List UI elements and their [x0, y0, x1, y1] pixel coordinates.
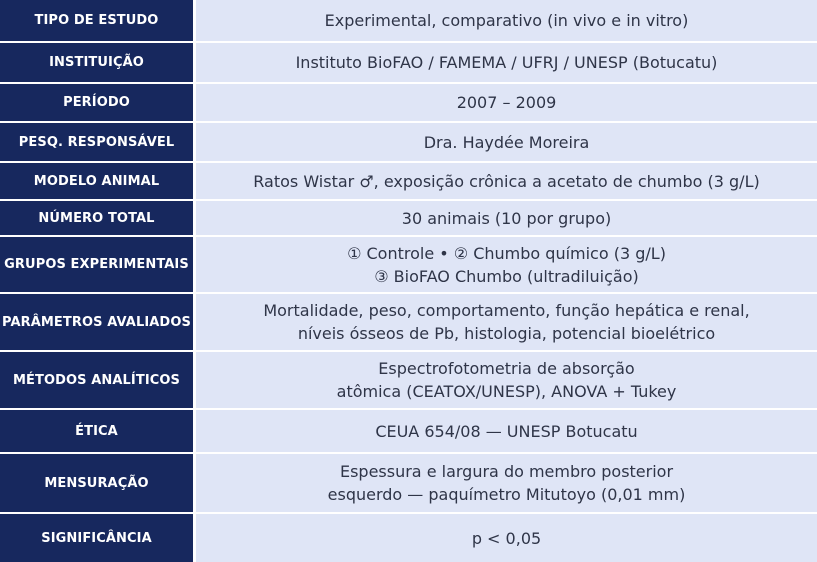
row-value — [196, 514, 817, 562]
row-value — [196, 84, 817, 121]
row-value — [196, 294, 817, 350]
row-value — [196, 163, 817, 199]
value-line: Dra. Haydée Moreira — [423, 132, 590, 152]
value-line: Instituto BioFAO / FAMEMA / UFRJ / UNESP (Botucatu) — [295, 53, 718, 72]
value-line: níveis ósseos de Pb, histologia, potencial bioelétrico — [297, 324, 716, 343]
value-line: esquerdo — paquímetro Mitutoyo (0,01 mm) — [327, 485, 686, 504]
row-label: NÚMERO TOTAL — [0, 201, 193, 235]
value-line: Experimental, comparativo (in vivo e in vitro) — [324, 11, 689, 30]
value-line: CEUA 654/08 — UNESP Botucatu — [375, 421, 638, 441]
row-label: MÉTODOS ANALÍTICOS — [0, 352, 193, 408]
row-label: MENSURAÇÃO — [0, 454, 193, 512]
row-label: INSTITUIÇÃO — [0, 43, 193, 82]
row-label: SIGNIFICÂNCIA — [0, 514, 193, 562]
row-value — [196, 410, 817, 452]
row-value — [196, 352, 817, 408]
value-line: ① Controle • ② Chumbo químico (3 g/L) — [347, 243, 666, 263]
row-value — [196, 123, 817, 161]
value-line: 2007 – 2009 — [456, 93, 557, 112]
value-line: atômica (CEATOX/UNESP), ANOVA + Tukey — [336, 382, 677, 401]
row-label: PARÂMETROS AVALIADOS — [0, 294, 193, 350]
row-value — [196, 454, 817, 512]
row-label: PESQ. RESPONSÁVEL — [0, 123, 193, 161]
row-value — [196, 43, 817, 82]
row-label: TIPO DE ESTUDO — [0, 0, 193, 41]
row-value — [196, 0, 817, 41]
value-line: Espessura e largura do membro posterior — [339, 462, 674, 481]
value-line: Espectrofotometria de absorção — [378, 359, 635, 378]
row-label: ÉTICA — [0, 410, 193, 452]
value-line: Mortalidade, peso, comportamento, função hepática e renal, — [263, 301, 750, 320]
row-value — [196, 237, 817, 292]
value-line: Ratos Wistar ♂, exposição crônica a acetato de chumbo (3 g/L) — [253, 171, 760, 191]
row-label: GRUPOS EXPERIMENTAIS — [0, 237, 193, 292]
value-line: 30 animais (10 por grupo) — [401, 208, 612, 228]
row-value — [196, 201, 817, 235]
value-line: ③ BioFAO Chumbo (ultradiluição) — [374, 266, 639, 286]
row-label: PERÍODO — [0, 84, 193, 121]
row-label: MODELO ANIMAL — [0, 163, 193, 199]
value-line: p < 0,05 — [471, 528, 542, 548]
